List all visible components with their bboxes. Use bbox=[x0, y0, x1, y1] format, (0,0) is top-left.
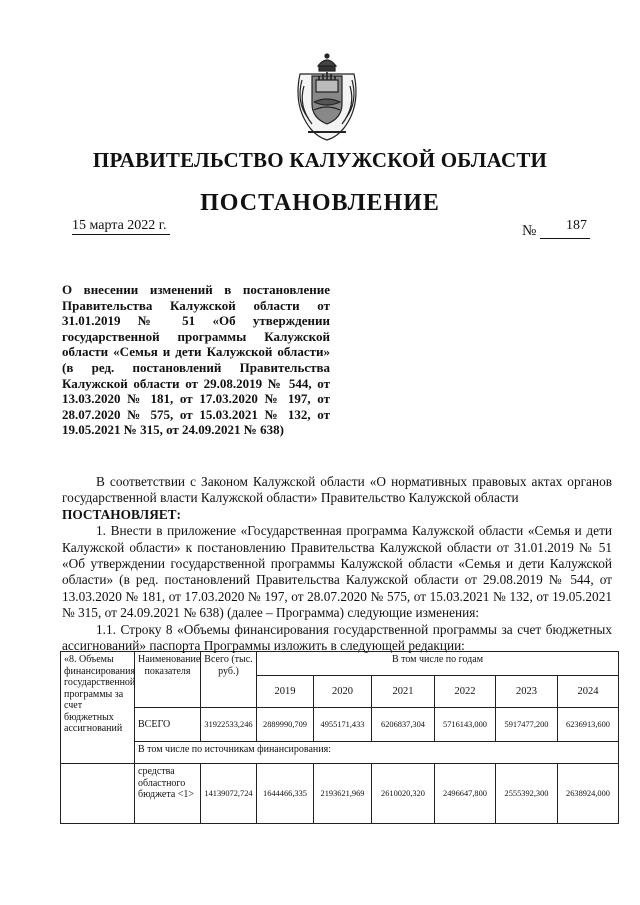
document-subject: О внесении изменений в постановление Правительства Калужской области от 31.01.2019 № 51 «Об утверждении государственной программы Калужской области «Семья и дети Калужской области» (в ред. постановлений Правительства Калужской области от 29.08.2019 № 544, от 13.03.2020 № 181, от 17.03.2020 № 197, от 28.07.2020 № 575, от 15.03.2021 № 132, от 19.05.2021 № 315, от 24.09.2021 № 638) bbox=[62, 282, 330, 438]
total-year-cell: 5716143,000 bbox=[435, 708, 496, 742]
regional-year-cell: 2638924,000 bbox=[558, 764, 619, 824]
decree-word: ПОСТАНОВЛЯЕТ: bbox=[62, 506, 181, 522]
col-total-header: Всего (тыс. руб.) bbox=[201, 652, 257, 708]
regional-all-cell: 14139072,724 bbox=[201, 764, 257, 824]
year-header: 2019 bbox=[257, 676, 314, 708]
document-date: 15 марта 2022 г. bbox=[72, 218, 170, 235]
years-group-header: В том числе по годам bbox=[257, 652, 619, 676]
funding-table bbox=[60, 651, 619, 824]
year-header: 2024 bbox=[558, 676, 619, 708]
preamble-paragraph: В соответствии с Законом Калужской области «О нормативных правовых актах органов государственной власти Калужской области» Правительство Калужской области bbox=[62, 474, 612, 506]
regional-year-cell: 2610020,320 bbox=[372, 764, 435, 824]
document-number-label: № bbox=[522, 223, 537, 239]
document-number: 187 bbox=[566, 218, 587, 233]
col-name-header: Наименование показателя bbox=[135, 652, 201, 708]
item-1-1-paragraph: 1.1. Строку 8 «Объемы финансирования государственной программы за счет бюджетных ассигнований» паспорта Программы изложить в следующей редакции: bbox=[62, 621, 612, 654]
total-year-cell: 4955171,433 bbox=[314, 708, 372, 742]
coat-of-arms-emblem bbox=[292, 52, 362, 144]
year-header: 2021 bbox=[372, 676, 435, 708]
item-1-paragraph: 1. Внести в приложение «Государственная программа Калужской области «Семья и дети Калужской области» к постановлению Правительства Калужской области от 31.01.2019 № 51 «Об утверждении государственной программы Калужской области «Семья и дети Калужской области» (в ред. постановлений Правительства Калужской области от 29.08.2019 № 544, от 13.03.2020 № 181, от 17.03.2020 № 197, от 28.07.2020 № 575, от 15.03.2021 № 132, от 19.05.2021 № 315, от 24.09.2021 № 638) (далее – Программа) следующие изменения: bbox=[62, 523, 612, 621]
total-year-cell: 6206837,304 bbox=[372, 708, 435, 742]
regional-label-cell: средства областного бюджета <1> bbox=[135, 764, 201, 824]
total-all-cell: 31922533,246 bbox=[201, 708, 257, 742]
total-year-cell: 5917477,200 bbox=[496, 708, 558, 742]
total-year-cell: 6236913,600 bbox=[558, 708, 619, 742]
document-number-line bbox=[540, 238, 590, 239]
regional-year-cell: 2193621,969 bbox=[314, 764, 372, 824]
regional-year-cell: 2496647,800 bbox=[435, 764, 496, 824]
regional-year-cell: 1644466,335 bbox=[257, 764, 314, 824]
document-body bbox=[62, 474, 612, 654]
government-title: ПРАВИТЕЛЬСТВО КАЛУЖСКОЙ ОБЛАСТИ bbox=[92, 148, 548, 172]
row-title-cell: «8. Объемы финансирования государственной программы за счет бюджетных ассигнований bbox=[61, 652, 135, 764]
year-header: 2023 bbox=[496, 676, 558, 708]
year-header: 2020 bbox=[314, 676, 372, 708]
year-header: 2022 bbox=[435, 676, 496, 708]
regional-year-cell: 2555392,300 bbox=[496, 764, 558, 824]
document-type-title: ПОСТАНОВЛЕНИЕ bbox=[200, 190, 440, 216]
sources-label-cell: В том числе по источникам финансирования: bbox=[135, 742, 619, 764]
total-year-cell: 2889990,709 bbox=[257, 708, 314, 742]
total-label-cell: ВСЕГО bbox=[135, 708, 201, 742]
